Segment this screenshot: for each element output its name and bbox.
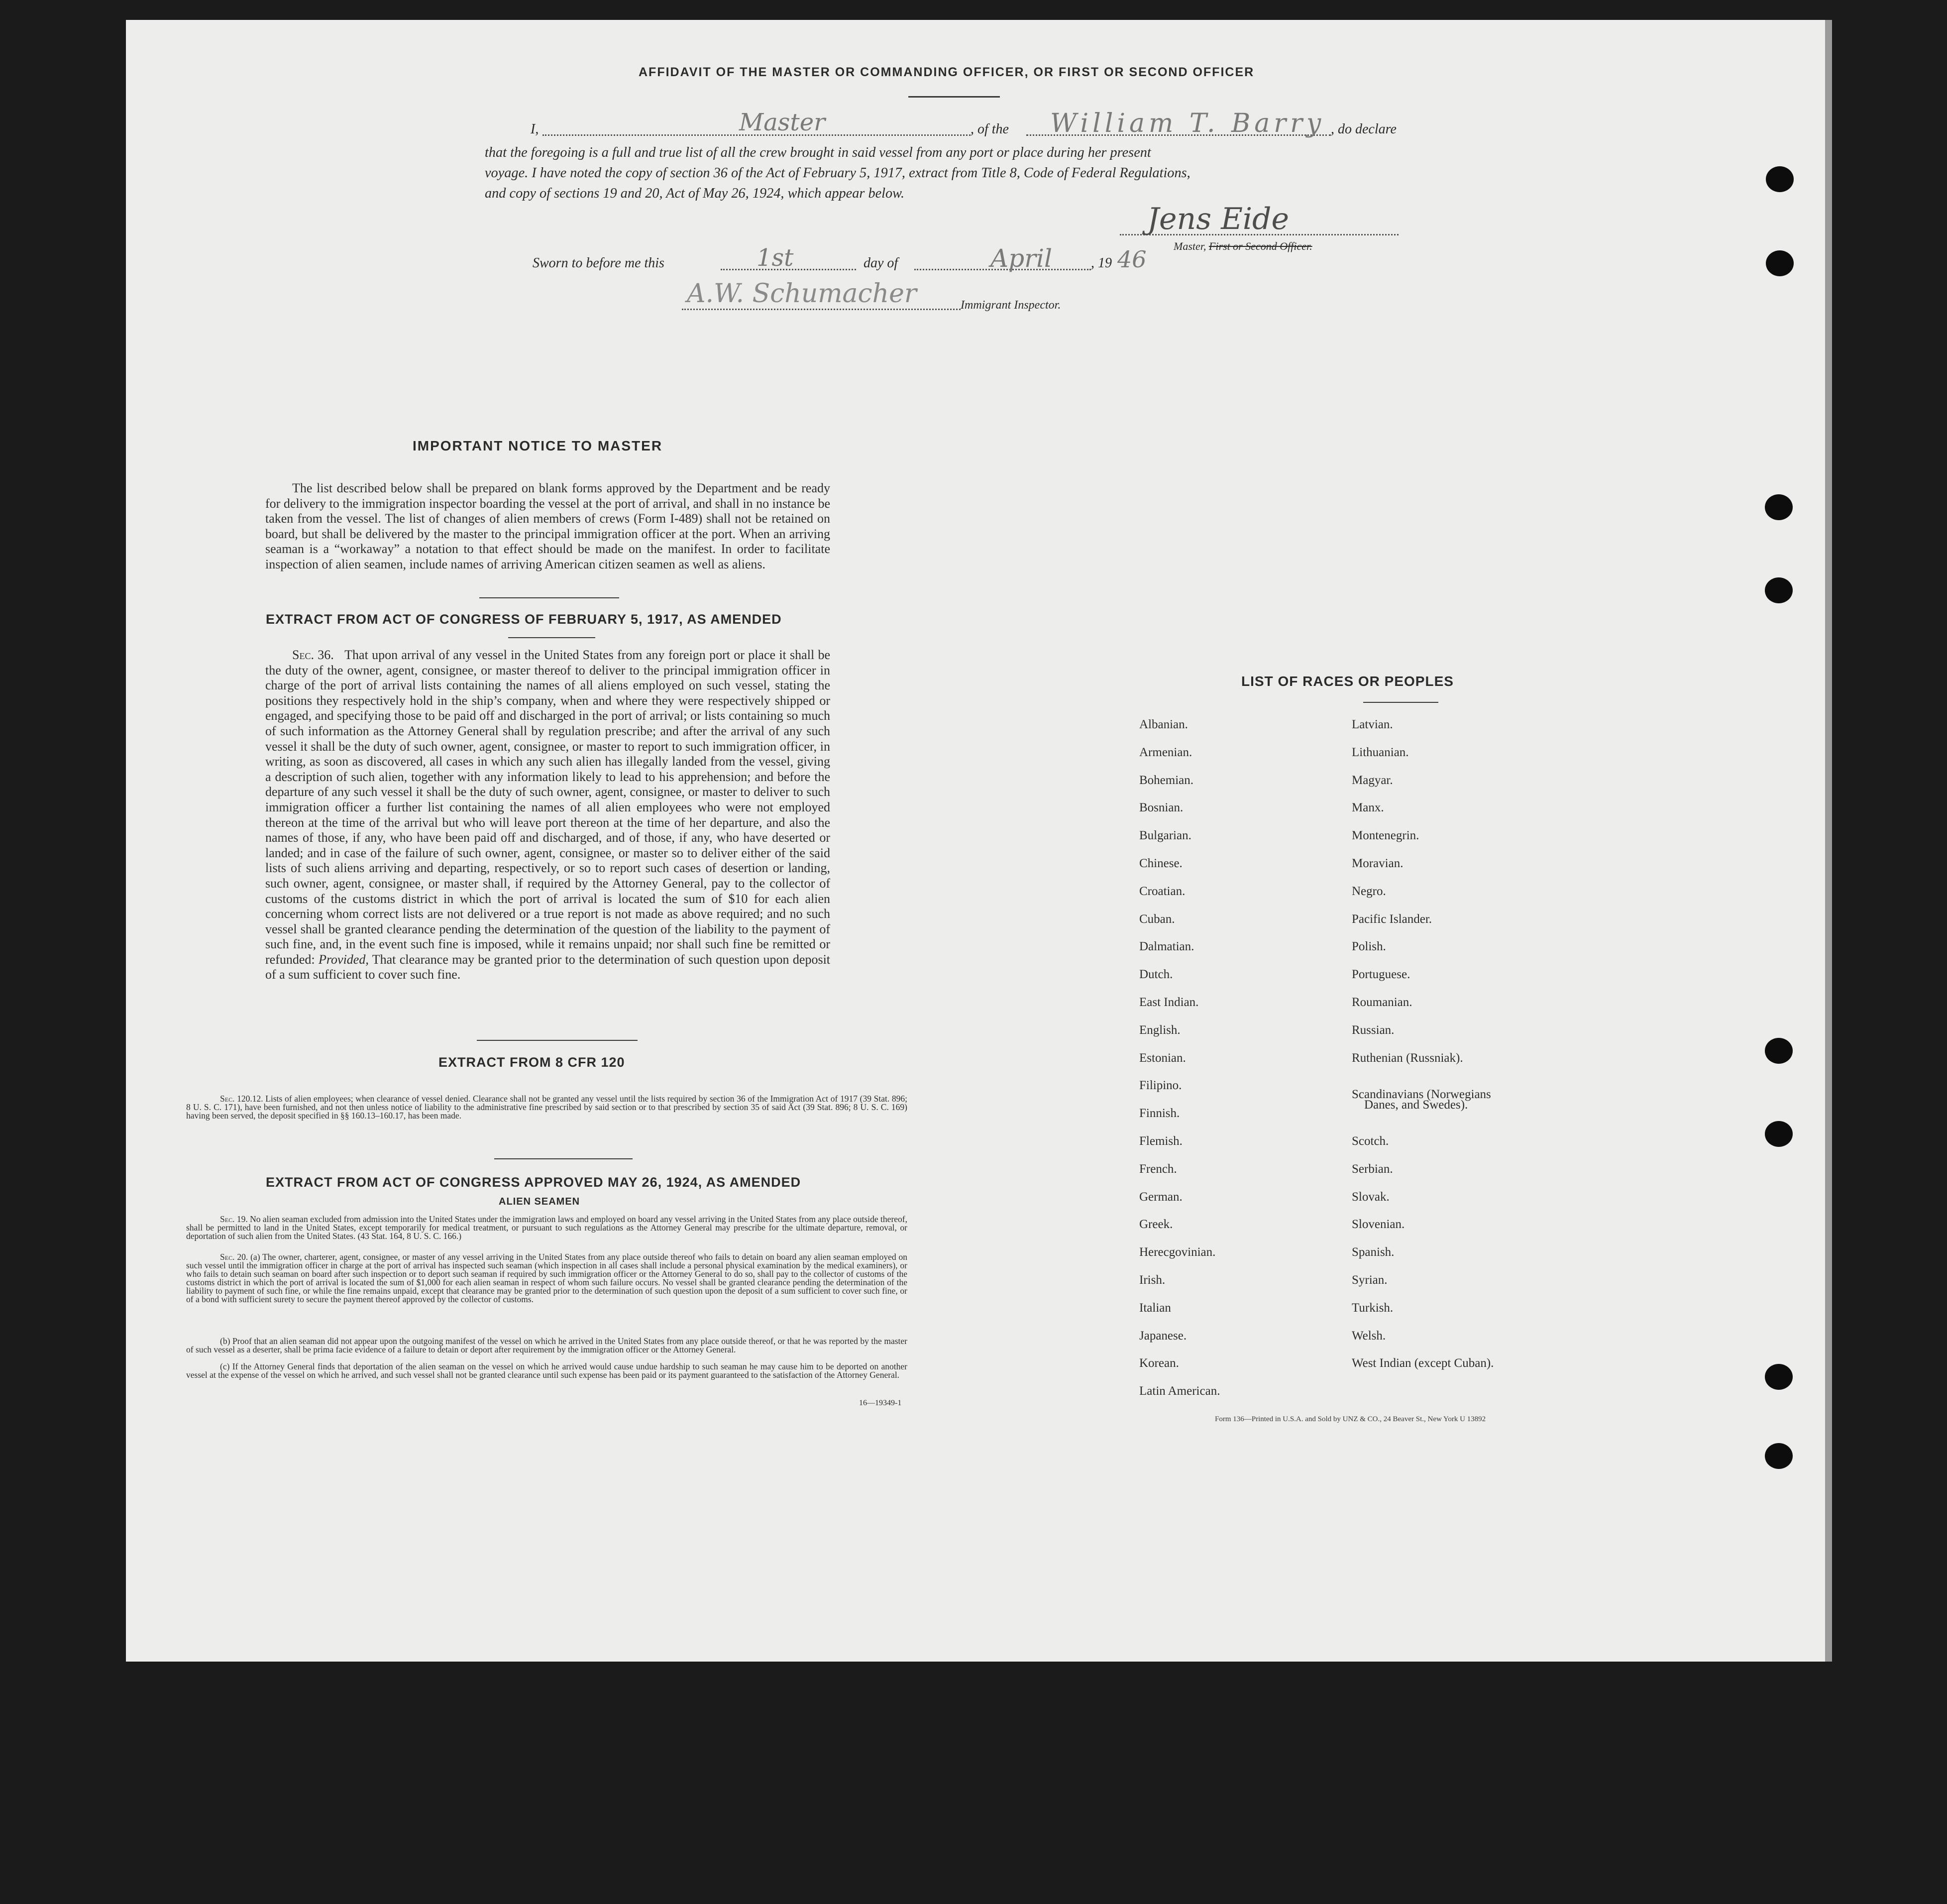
punch-hole	[1765, 494, 1793, 520]
race-item: Welsh.	[1352, 1329, 1386, 1343]
punch-hole	[1766, 166, 1794, 192]
struck-officer-caption: First or Second Officer.	[1208, 240, 1312, 252]
inspector-signature: A.W. Schumacher	[687, 279, 917, 309]
cfr-body: Lists of alien employees; when clearance of vessel denied. Clearance shall not be granted any vessel until the lists required by section 36 of the Immigration Act of 1917 (39 Stat. 896; 8 U. S. C. 171), have been furnished, and not then unless notice of liability to the administrative fine prescribed by said section or to that prescribed by section 35 of said Act (39 Stat. 896; 8 U. S. C. 169) having been served, the deposit specified in §§ 160.13–160.17, has been made.	[186, 1094, 907, 1120]
punch-hole	[1766, 250, 1794, 276]
race-item: Italian	[1139, 1301, 1171, 1315]
punch-hole	[1765, 1443, 1793, 1469]
sec-20-label: Sec. 20.	[220, 1252, 248, 1262]
race-item: French.	[1139, 1162, 1177, 1176]
section-divider	[494, 1158, 633, 1159]
master-name-handwritten: Master	[739, 109, 826, 136]
race-item: Pacific Islander.	[1352, 912, 1432, 926]
sworn-prefix: Sworn to before me this	[533, 255, 664, 271]
race-item: Latin American.	[1139, 1384, 1220, 1398]
race-item: Bosnian.	[1139, 801, 1184, 814]
section-divider	[477, 1040, 638, 1041]
race-item: Herecgovinian.	[1139, 1245, 1216, 1259]
cfr-text	[186, 1095, 907, 1120]
race-item: Polish.	[1352, 940, 1386, 953]
race-item: Chinese.	[1139, 857, 1183, 870]
race-item: Scotch.	[1352, 1134, 1389, 1148]
race-item: Dalmatian.	[1139, 940, 1194, 953]
race-item: Montenegrin.	[1352, 829, 1419, 842]
races-title: LIST OF RACES OR PEOPLES	[1241, 673, 1454, 689]
race-item: Spanish.	[1352, 1245, 1395, 1259]
race-item: Finnish.	[1139, 1107, 1180, 1120]
title-divider	[908, 96, 1000, 98]
race-item: Filipino.	[1139, 1079, 1182, 1092]
sworn-month-handwritten: April	[990, 244, 1052, 273]
race-item: Moravian.	[1352, 857, 1404, 870]
race-item: Serbian.	[1352, 1162, 1393, 1176]
punch-hole	[1765, 1364, 1793, 1390]
race-item: Bulgarian.	[1139, 829, 1191, 842]
race-item: Roumanian.	[1352, 996, 1412, 1009]
master-caption-text: Master,	[1174, 240, 1209, 252]
cfr-sec-label: Sec. 120.12.	[220, 1094, 263, 1104]
race-item: Bohemian.	[1139, 774, 1194, 787]
affidavit-of-the: , of the	[971, 121, 1009, 137]
sec-36-body: That upon arrival of any vessel in the United States from any foreign port or place it shall be the duty of the owner, agent, consignee, or master thereof to deliver to the principal immigration officer in charge of the port of arrival lists containing the names of all aliens employed on such vessel, stating the positions they respectively hold in the ship’s company, when and where they were respectively shipped or engaged, and specifying those to be paid off and discharged in the port of arrival; or lists containing so much of such information as the Attorney General shall by regulation prescribe; and after the arrival of any such vessel it shall be the duty of such owner, agent, consignee, or master to report to such immigration officer, in writing, as soon as discovered, all cases in which any such alien has illegally landed from the vessel, giving a description of such alien, together with any information likely to lead to his apprehension; and before the departure of any such vessel it shall be the duty of such owner, agent, consignee, or master to deliver to such immigration officer a further list containing the names of all alien employees who were not employed thereon at the time of the arrival but who will leave port thereon at the time of her departure, and also the names of those, if any, who have been paid off and discharged, and of those, if any, who have deserted or landed; and in case of the failure of such owner, agent, consignee, or master so to deliver either of the said lists of such aliens arriving and departing, respectively, or so to report such cases of desertion or landing, such owner, agent, consignee, or master shall, if required by the Attorney General, pay to the collector of customs of the customs district in which the port of arrival is located the sum of $10 for each alien concerning whom correct lists are not delivered or a true report is not made as above required; and no such vessel shall be granted clearance pending the determination of the question of the liability to the payment of such fine, and, in the event such fine is imposed, while it remains unpaid; nor shall such fine be remitted or refunded:	[265, 648, 830, 967]
race-item: Cuban.	[1139, 912, 1175, 926]
punch-hole	[1765, 1038, 1793, 1064]
race-item: Scandinavians (Norwegians	[1352, 1088, 1491, 1101]
sec-20c-text: (c) If the Attorney General finds that deportation of the alien seaman on the vessel on which he arrived would cause undue hardship to such seaman he may cause him to be deported on another vessel at the expense of the vessel on which he arrived, and such vessel shall not be granted clearance until such expense has been paid or its payment guaranteed to the satisfaction of the Attorney General.	[186, 1361, 907, 1380]
inspector-caption: Immigrant Inspector.	[961, 299, 1061, 312]
sec-20a-body: (a) The owner, charterer, agent, consignee, or master of any vessel arriving in the United States from any place outside thereof who fails to detain on board any alien seaman employed on such vessel until the immigration officer in charge at the port of arrival has inspected such seaman (which inspection in all cases shall include a personal physical examination by the medical examiners), or who fails to detain such seaman on board after such inspection or to deport such seaman if required by such immigration officer or the Attorney General to do so, shall pay to the collector of customs of the customs district in which the port of arrival is located the sum of $1,000 for each alien seaman in respect of whom such failure occurs. No vessel shall be granted clearance pending the determination of the liability to payment of such fine, or while the fine remains unpaid, except that clearance may be granted prior to the determination of such question upon the deposit of a sum sufficient to cover such fine, or of a bond with sufficient surety to secure the payment thereof approved by the collector of customs.	[186, 1252, 907, 1304]
race-item: Armenian.	[1139, 746, 1192, 759]
race-item: Ruthenian (Russniak).	[1352, 1051, 1463, 1065]
affidavit-body-line: that the foregoing is a full and true list of all the crew brought in said vessel from any port or place during her present	[485, 145, 1151, 160]
race-item: Japanese.	[1139, 1329, 1187, 1343]
race-item: Korean.	[1139, 1356, 1179, 1370]
race-item: Greek.	[1139, 1218, 1173, 1231]
punch-hole	[1765, 577, 1793, 603]
extract-1924-title: EXTRACT FROM ACT OF CONGRESS APPROVED MAY 26, 1924, AS AMENDED	[266, 1175, 801, 1190]
race-item: Dutch.	[1139, 968, 1173, 981]
race-item: Lithuanian.	[1352, 746, 1409, 759]
sworn-day-handwritten: 1st	[757, 244, 794, 272]
sworn-year-prefix: , 19	[1091, 255, 1112, 271]
race-item: Croatian.	[1139, 885, 1186, 898]
sec-19-label: Sec. 19.	[220, 1214, 248, 1224]
sec-36-text	[265, 648, 830, 983]
race-item: Turkish.	[1352, 1301, 1394, 1315]
race-item: Albanian.	[1139, 718, 1188, 731]
notice-title: IMPORTANT NOTICE TO MASTER	[413, 438, 663, 453]
master-signature: Jens Eide	[1147, 202, 1289, 236]
vessel-name-handwritten: William T. Barry	[1050, 109, 1325, 138]
extract-cfr-title: EXTRACT FROM 8 CFR 120	[438, 1055, 625, 1070]
section-divider	[479, 597, 619, 598]
race-item: Estonian.	[1139, 1051, 1186, 1065]
race-item: Slovak.	[1352, 1190, 1390, 1204]
extract-1917-title: EXTRACT FROM ACT OF CONGRESS OF FEBRUARY 5, 1917, AS AMENDED	[266, 612, 782, 627]
race-item: Irish.	[1139, 1273, 1166, 1287]
affidavit-i: I,	[531, 121, 539, 137]
sworn-day-of: day of	[864, 255, 898, 271]
race-item: East Indian.	[1139, 996, 1199, 1009]
race-item: Syrian.	[1352, 1273, 1388, 1287]
race-item: Russian.	[1352, 1023, 1395, 1037]
punch-hole	[1765, 1121, 1793, 1147]
race-item: English.	[1139, 1023, 1181, 1037]
printer-footer: Form 136—Printed in U.S.A. and Sold by UNZ & CO., 24 Beaver St., New York U 13892	[1215, 1415, 1486, 1423]
affidavit-title: AFFIDAVIT OF THE MASTER OR COMMANDING OFFICER, OR FIRST OR SECOND OFFICER	[639, 65, 1255, 79]
notice-text: The list described below shall be prepared on blank forms approved by the Department and be ready for delivery to the immigration inspector boarding the vessel at the port of arrival, and shall in no instance be taken from the vessel. The list of changes of alien members of crews (Form I-489) shall not be retained on board, but shall be delivered by the master to the principal immigration officer at the port. When an arriving seaman is a “workaway” a notation to that effect should be made on the manifest. In order to facilitate inspection of alien seamen, include names of arriving American citizen seamen as well as aliens.	[265, 481, 830, 571]
form-code: 16—19349-1	[859, 1399, 902, 1407]
race-item: Latvian.	[1352, 718, 1393, 731]
sec-20a-text	[186, 1253, 907, 1304]
race-item: Danes, and Swedes).	[1364, 1098, 1468, 1112]
affidavit-declare: , do declare	[1331, 121, 1397, 137]
races-divider	[1363, 702, 1438, 703]
race-item: Flemish.	[1139, 1134, 1183, 1148]
sec-36-label: Sec. 36.	[292, 648, 334, 662]
alien-seamen-subtitle: ALIEN SEAMEN	[499, 1196, 580, 1207]
sec-36-body-end: That clearance may be granted prior to the determination of such question upon deposit of a sum sufficient to cover such fine.	[265, 952, 831, 982]
sec-19-body: No alien seaman excluded from admission into the United States under the immigration laws and employed on board any vessel arriving in the United States from any place outside thereof, shall be permitted to land in the United States, except temporarily for medical treatment, or pursuant to such regulations as the Attorney General may prescribe for the ultimate departure, removal, or deportation of such alien from the United States. (43 Stat. 164, 8 U. S. C. 166.)	[186, 1214, 907, 1241]
sec-20b-text: (b) Proof that an alien seaman did not appear upon the outgoing manifest of the vessel on which he arrived in the United States from any place outside thereof, or that he was reported by the master of such vessel as a deserter, shall be prima facie evidence of a failure to detain or deport after requirement by the immigration officer or the Attorney General.	[186, 1336, 907, 1354]
race-item: West Indian (except Cuban).	[1352, 1356, 1494, 1370]
sec-19-text	[186, 1215, 907, 1240]
race-item: German.	[1139, 1190, 1183, 1204]
race-item: Negro.	[1352, 885, 1386, 898]
race-item: Portuguese.	[1352, 968, 1410, 981]
inspector-signature-blank	[682, 309, 961, 310]
master-caption	[1174, 240, 1312, 253]
provided-term: Provided,	[319, 952, 369, 967]
race-item: Manx.	[1352, 801, 1384, 814]
race-item: Slovenian.	[1352, 1218, 1405, 1231]
affidavit-body-line: and copy of sections 19 and 20, Act of May 26, 1924, which appear below.	[485, 186, 905, 201]
race-item: Magyar.	[1352, 774, 1393, 787]
section-divider	[508, 637, 595, 638]
sworn-year-handwritten: 46	[1117, 246, 1147, 273]
page-edge-shadow	[1825, 20, 1832, 1662]
affidavit-body-line: voyage. I have noted the copy of section 36 of the Act of February 5, 1917, extract from Title 8, Code of Federal Regulations,	[485, 165, 1190, 181]
